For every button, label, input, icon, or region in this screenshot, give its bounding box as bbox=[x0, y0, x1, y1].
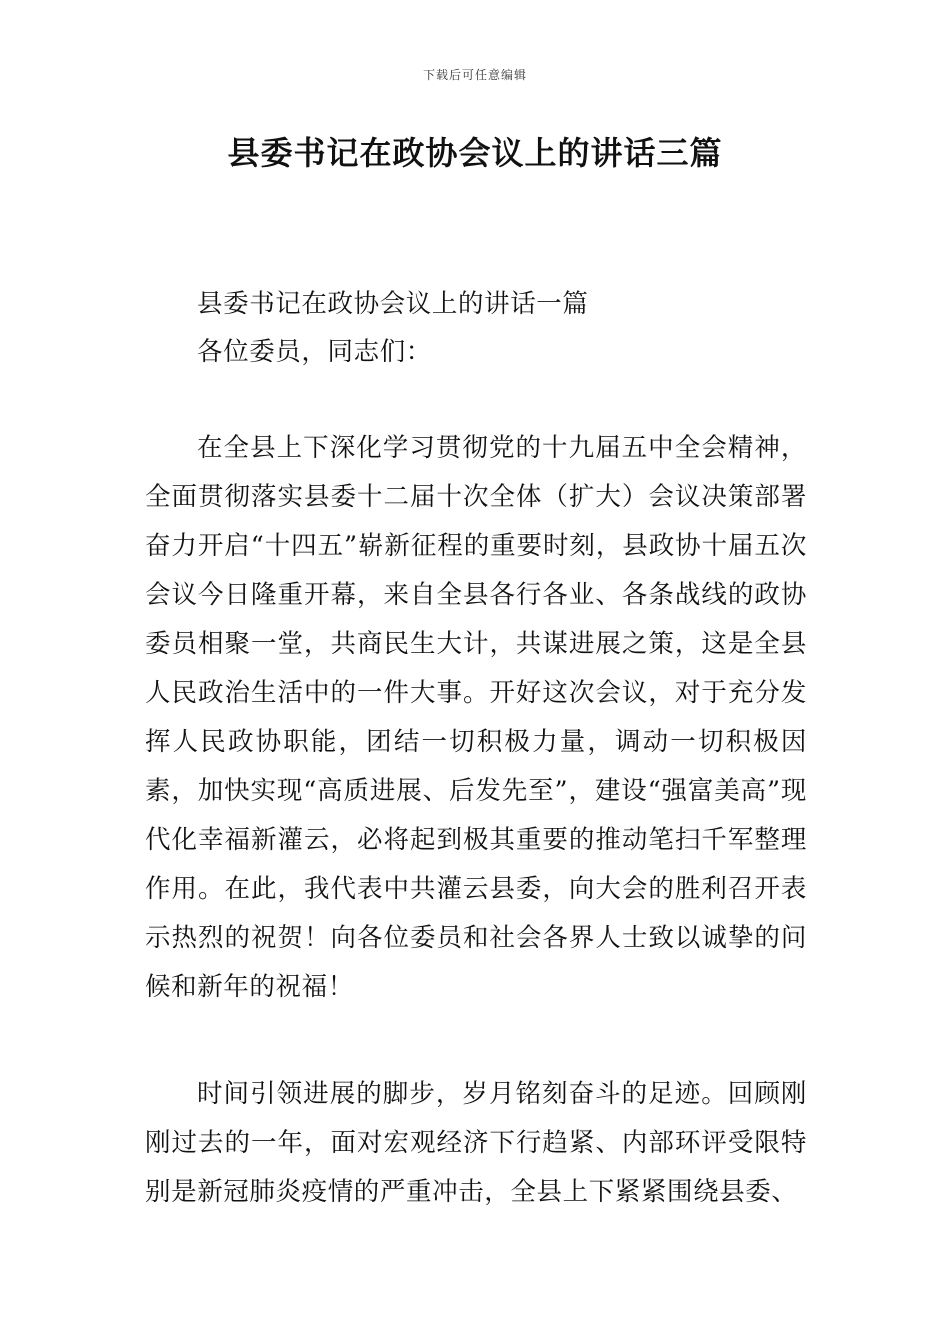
header-note: 下载后可任意编辑 bbox=[422, 68, 527, 82]
document-title: 县委书记在政协会议上的讲话三篇 bbox=[227, 134, 723, 172]
speech-subtitle: 县委书记在政协会议上的讲话一篇 bbox=[197, 289, 589, 319]
speech-greeting: 各位委员，同志们： bbox=[197, 337, 432, 367]
body-paragraph-1: 在全县上下深化学习贯彻党的十九届五中全会精神，全面贯彻落实县委十二届十次全体（扩大）会议决策部署奋力开启“十四五”崭新征程的重要时刻，县政协十届五次会议今日隆重开幕，来自全县各行各业、各条战线的政协委员相聚一堂，共商民生大计，共谋进展之策，这是全县人民政治生活中的一件大事。开好这次会议，对于充分发挥人民政协职能，团结一切积极力量，调动一切积极因素，加快实现“高质进展、后发先至”，建设“强富美高”现代化幸福新灌云，必将起到极其重要的推动笔扫千军整理作用。在此，我代表中共灌云县委，向大会的胜利召开表示热烈的祝贺！向各位委员和社会各界人士致以诚挚的问候和新年的祝福！ bbox=[145, 433, 807, 1002]
body-paragraph-2: 时间引领进展的脚步，岁月铭刻奋斗的足迹。回顾刚刚过去的一年，面对宏观经济下行趋紧、内部环评受限特别是新冠肺炎疫情的严重冲击，全县上下紧紧围绕县委、 bbox=[145, 1079, 807, 1207]
